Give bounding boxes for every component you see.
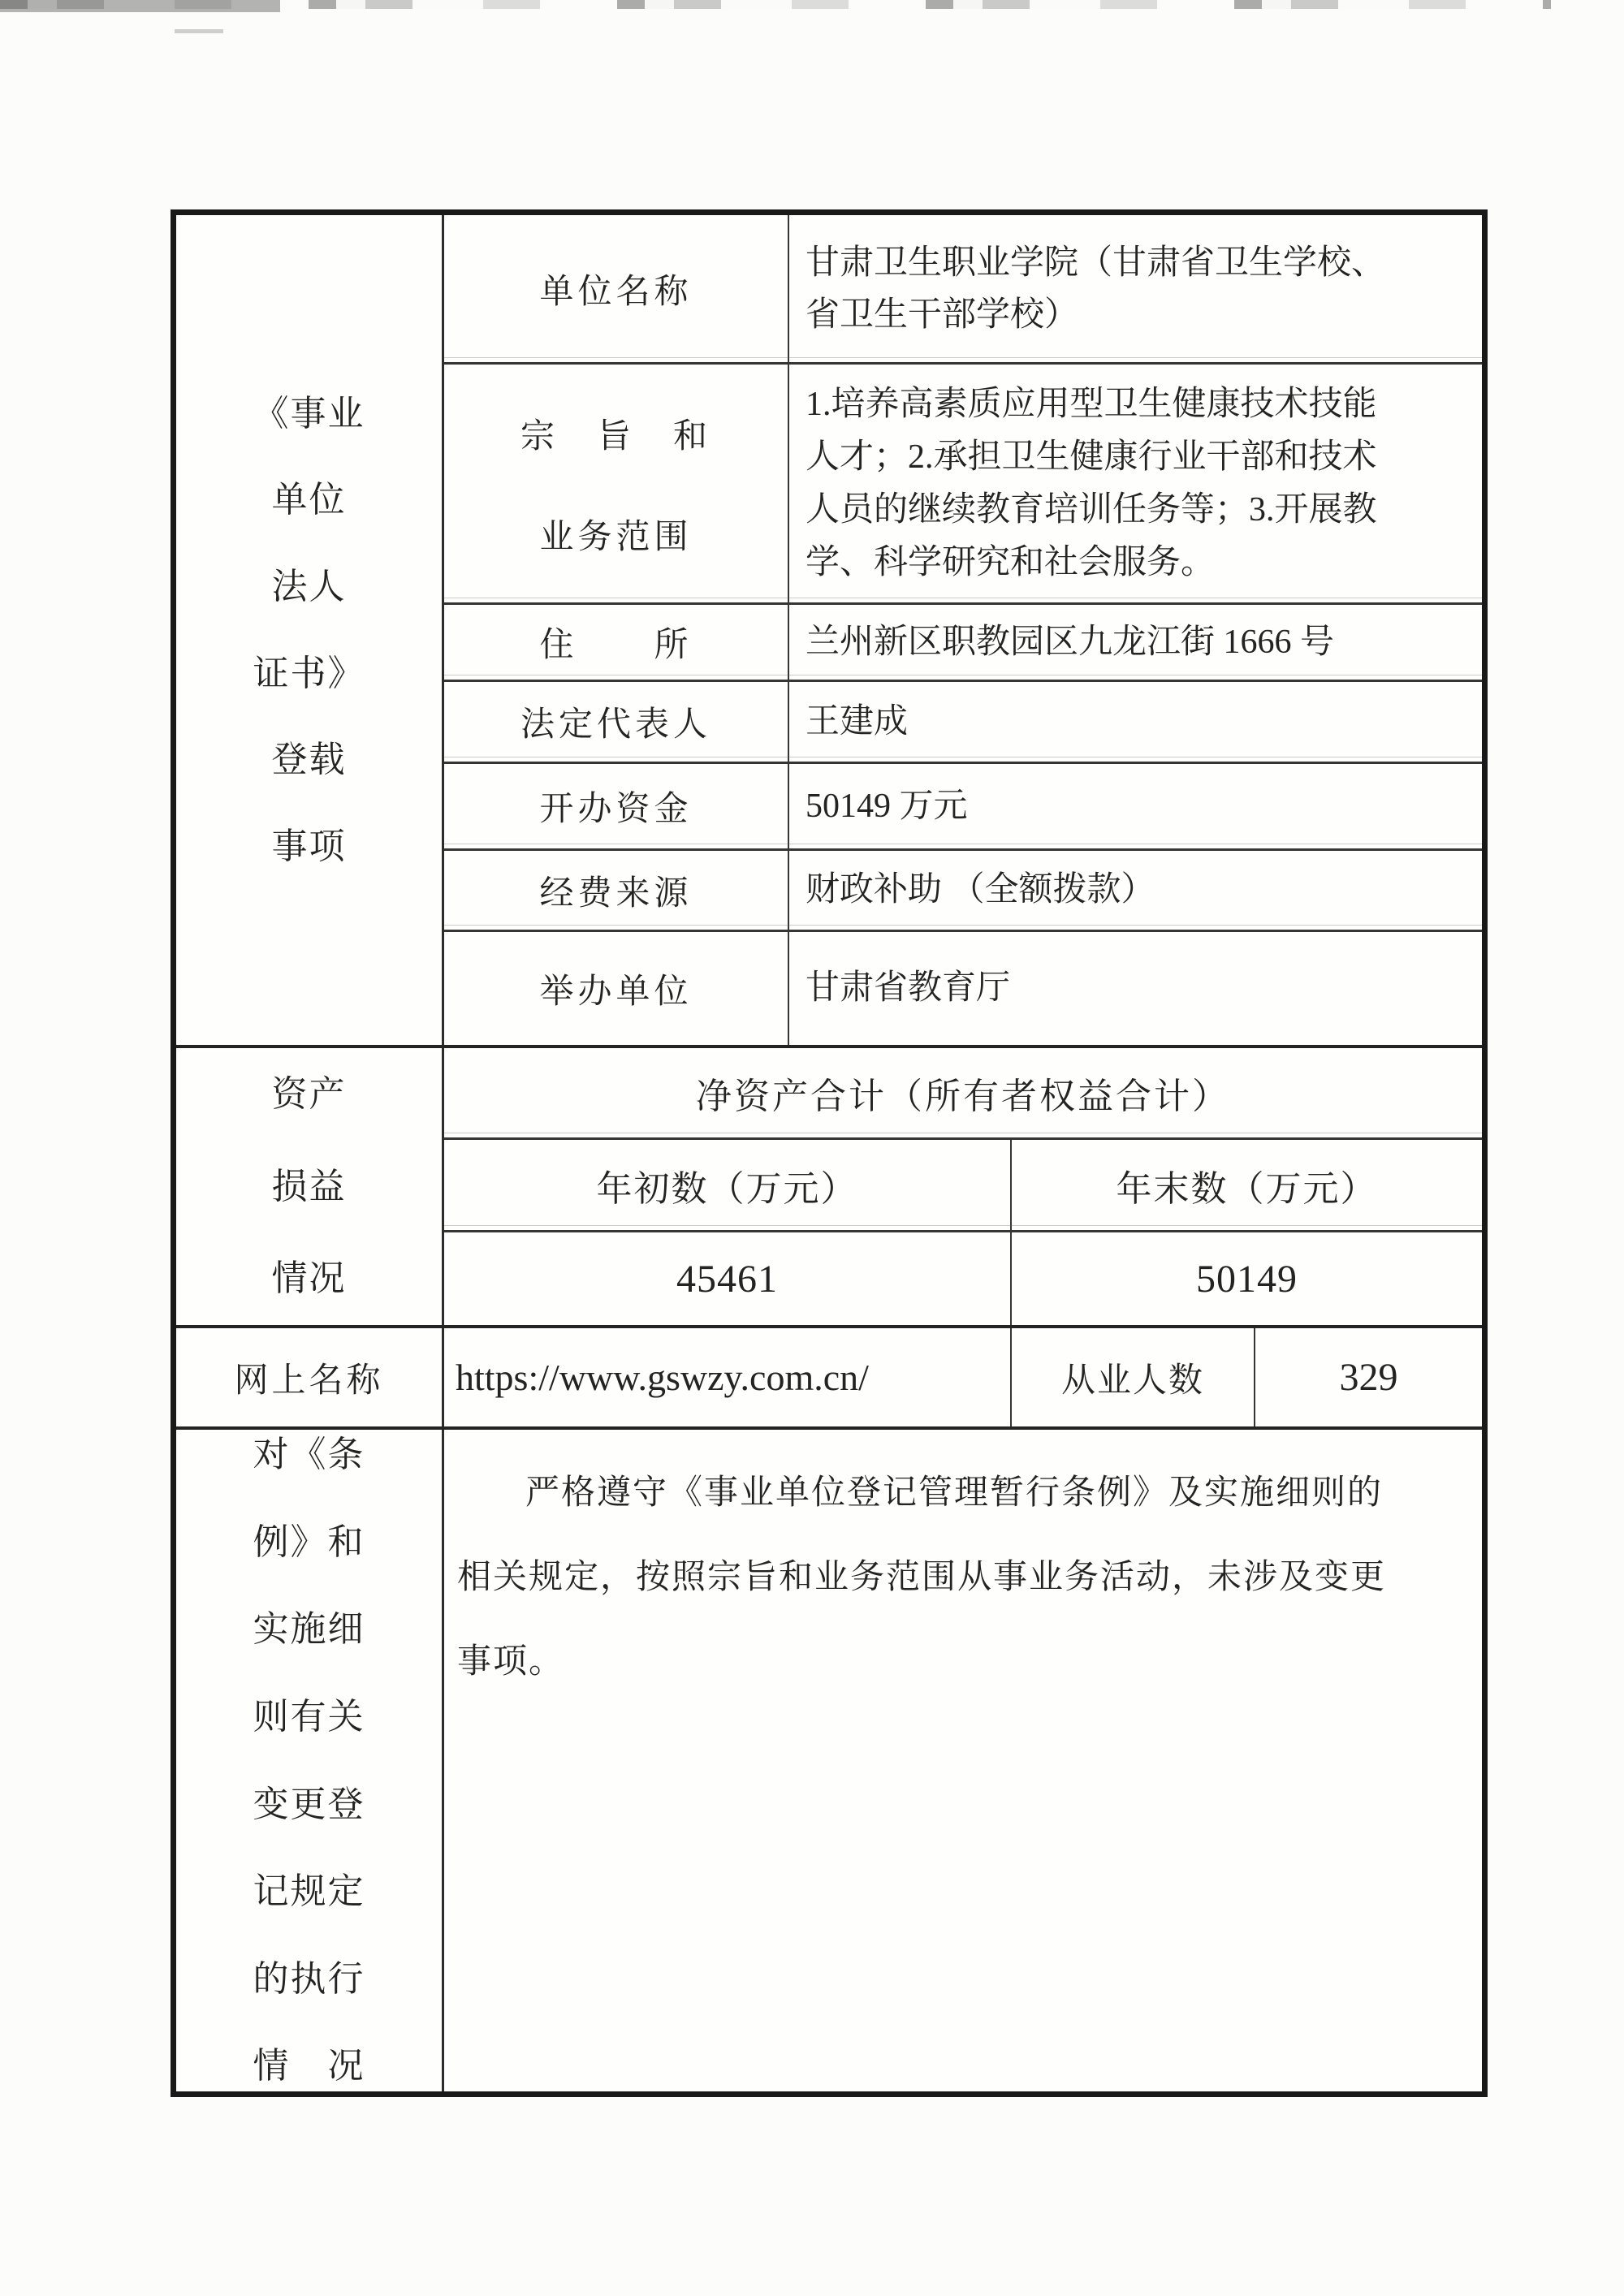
value-line: 学、科学研究和社会服务。 [806, 543, 1216, 581]
assets-column-headers [444, 1140, 1482, 1232]
organizer-value [789, 932, 1482, 1045]
paragraph-line: 相关规定，按照宗旨和业务范围从事业务活动，未涉及变更 [457, 1559, 1387, 1596]
organizer-label: 举办单位 [444, 932, 789, 1045]
value-line: 王建成 [806, 702, 909, 740]
side-label-line: 单位 [271, 480, 347, 520]
capital-label: 开办资金 [444, 764, 789, 848]
side-label-line: 法人 [271, 566, 347, 606]
funding-value [789, 851, 1482, 930]
paragraph-line: 严格遵守《事业单位登记管理暂行条例》及实施细则的 [525, 1474, 1384, 1512]
address-value [789, 605, 1482, 680]
table-row-capital [444, 764, 1482, 851]
compliance-paragraph [444, 1430, 1482, 2091]
end-year-value: 50149 [1196, 1257, 1298, 1301]
compliance-side-label [176, 1430, 444, 2091]
paragraph-line: 事项。 [457, 1643, 565, 1681]
side-label-line: 的执行 [253, 1958, 365, 1999]
value-line: 人才；2.承担卫生健康行业干部和技术 [806, 438, 1377, 476]
assets-values-row [444, 1232, 1482, 1325]
table-row-legal-rep [444, 682, 1482, 764]
side-label-line: 变更登 [253, 1784, 365, 1824]
mission-label [444, 365, 789, 602]
value-line: 甘肃省教育厅 [806, 969, 1011, 1007]
assets-section [176, 1045, 1482, 1325]
side-label-line: 情 况 [253, 2046, 365, 2087]
legal-rep-value [789, 682, 1482, 762]
net-assets-header: 净资产合计（所有者权益合计） [444, 1048, 1482, 1140]
side-label-line: 证书》 [253, 653, 365, 693]
web-name-label: 网上名称 [176, 1328, 444, 1426]
side-label-line: 情况 [271, 1258, 347, 1299]
registration-table [171, 209, 1488, 2097]
value-line: 省卫生干部学校） [806, 296, 1079, 334]
side-label-line: 对《条 [253, 1435, 365, 1475]
value-line: 人员的继续教育培训任务等；3.开展教 [806, 490, 1377, 529]
side-label-line: 资产 [271, 1074, 347, 1115]
value-line: 50149 万元 [806, 787, 968, 825]
staff-count-value: 329 [1339, 1356, 1398, 1399]
funding-label: 经费来源 [444, 851, 789, 930]
staff-count-label: 从业人数 [1012, 1328, 1255, 1426]
scan-noise-chunk [0, 0, 280, 12]
compliance-section [176, 1426, 1482, 2091]
certificate-side-label [176, 215, 444, 1045]
legal-rep-label: 法定代表人 [444, 682, 789, 762]
unit-name-value [789, 215, 1482, 362]
assets-rows [444, 1048, 1482, 1325]
scan-noise-dot [175, 29, 223, 33]
unit-name-label: 单位名称 [444, 215, 789, 362]
side-label-line: 《事业 [253, 393, 365, 434]
web-section [176, 1325, 1482, 1426]
label-line: 业务范围 [539, 518, 693, 556]
side-label-line: 登载 [271, 740, 347, 780]
value-line: 甘肃卫生职业学院（甘肃省卫生学校、 [806, 244, 1386, 282]
certificate-rows [444, 215, 1482, 1045]
side-label-line: 则有关 [253, 1696, 365, 1737]
side-label-line: 事项 [271, 826, 347, 866]
address-label: 住 所 [444, 605, 789, 680]
table-row-organizer [444, 932, 1482, 1045]
mission-value [789, 365, 1482, 602]
side-label-line: 实施细 [253, 1609, 365, 1650]
capital-value [789, 764, 1482, 848]
value-line: 1.培养高素质应用型卫生健康技术技能 [806, 385, 1377, 423]
side-label-line: 记规定 [253, 1871, 365, 1912]
table-row-unit-name [444, 215, 1482, 365]
label-line: 宗 旨 和 [520, 417, 711, 455]
begin-year-value: 45461 [444, 1232, 1012, 1325]
value-line: 财政补助 （全额拨款） [806, 871, 1155, 908]
table-row-address [444, 605, 1482, 682]
side-label-line: 损益 [271, 1166, 347, 1206]
begin-year-header: 年初数（万元） [444, 1140, 1012, 1230]
value-line: 兰州新区职教园区九龙江街 1666 号 [806, 623, 1335, 661]
certificate-section [176, 215, 1482, 1045]
web-url-value: https://www.gswzy.com.cn/ [444, 1328, 1012, 1426]
table-row-funding [444, 851, 1482, 932]
table-row-mission [444, 365, 1482, 605]
assets-side-label [176, 1048, 444, 1325]
end-year-header: 年末数（万元） [1116, 1168, 1378, 1209]
side-label-line: 例》和 [253, 1521, 365, 1562]
